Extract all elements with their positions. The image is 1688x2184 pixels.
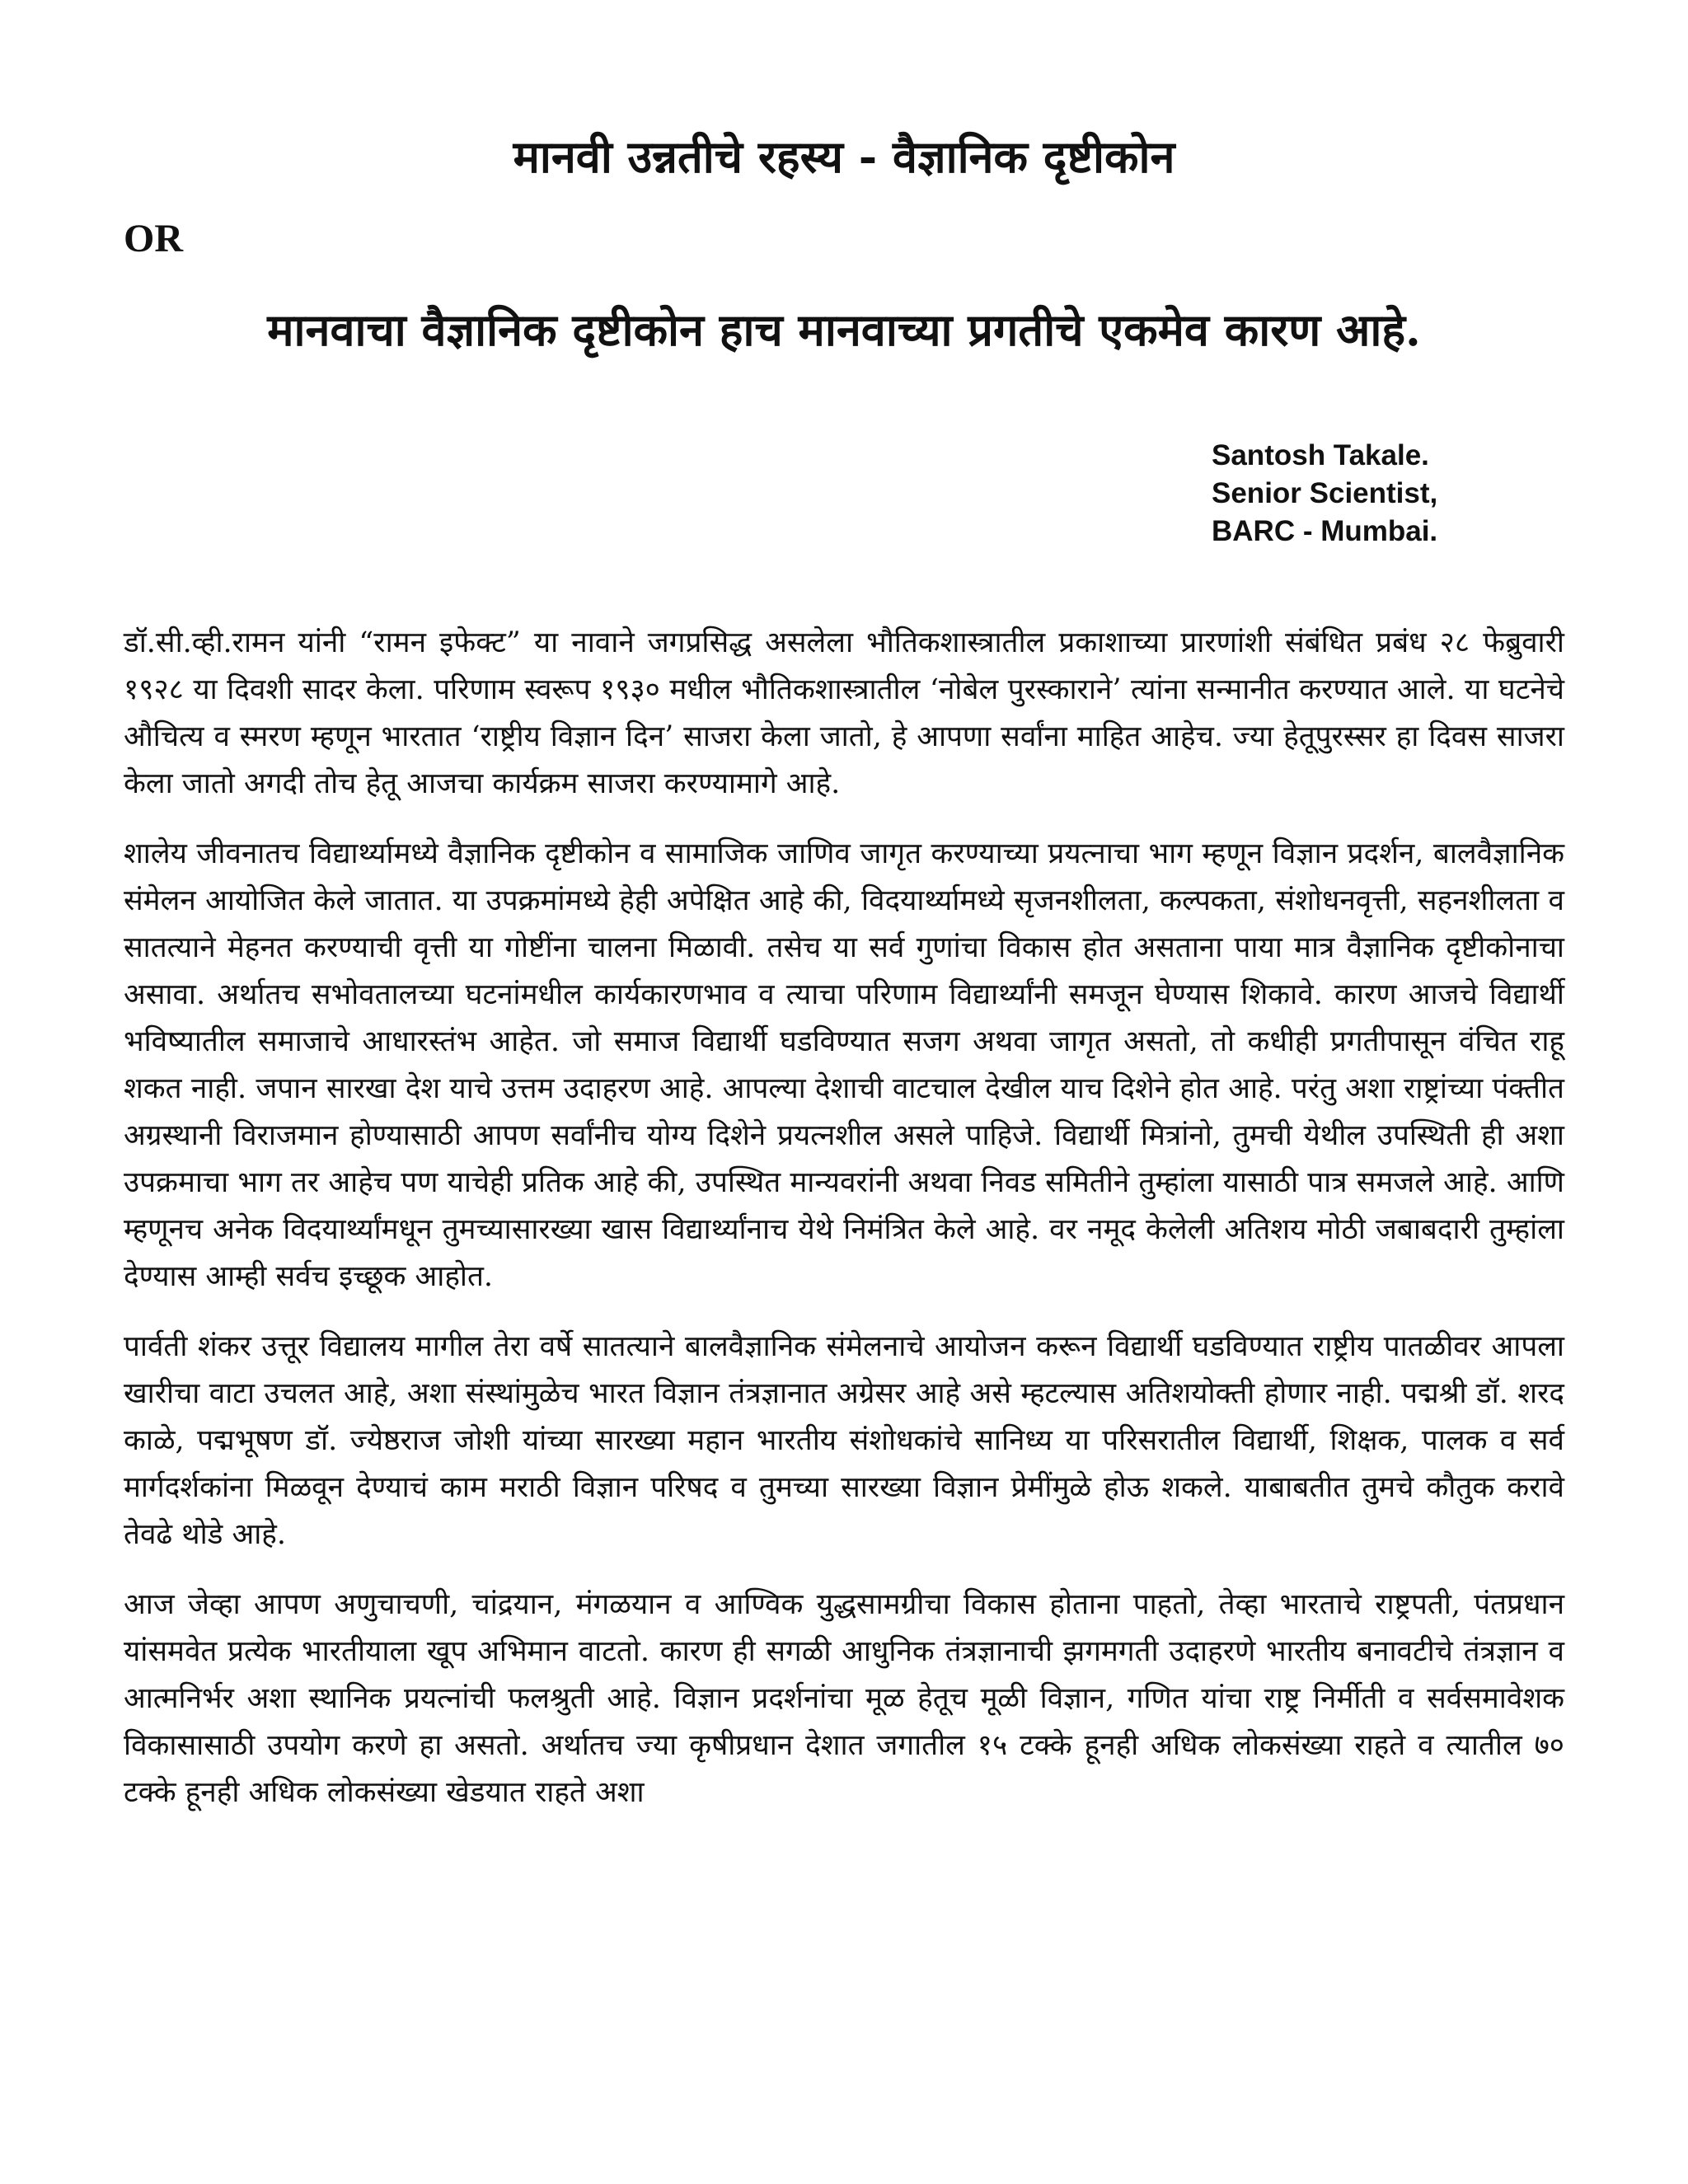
author-organization: BARC - Mumbai. — [1212, 515, 1438, 547]
document-subtitle: मानवाचा वैज्ञानिक दृष्टीकोन हाच मानवाच्या प्रगतीचे एकमेव कारण आहे. — [267, 303, 1421, 356]
body-text — [124, 620, 1564, 1840]
paragraph-3: पार्वती शंकर उत्तूर विद्यालय मागील तेरा वर्षे सातत्याने बालवैज्ञानिक संमेलनाचे आयोजन करून विद्यार्थी घडविण्यात राष्ट्रीय पातळीवर आपला खारीचा वाटा उचलत आहे, अशा संस्थांमुळेच भारत विज्ञान तंत्रज्ञानात अग्रेसर आहे असे म्हटल्यास अतिशयोक्ती होणार नाही. पद्मश्री डॉ. शरद काळे, पद्मभूषण डॉ. ज्येष्ठराज जोशी यांच्या सारख्या महान भारतीय संशोधकांचे सानिध्य या परिसरातील विद्यार्थी, शिक्षक, पालक व सर्व मार्गदर्शकांना मिळवून देण्याचं काम मराठी विज्ञान परिषद व तुमच्या सारख्या विज्ञान प्रेमींमुळे होऊ शकले. याबाबतीत तुमचे कौतुक करावे तेवढे थोडे आहे. — [124, 1330, 1564, 1551]
author-name: Santosh Takale. — [1212, 439, 1429, 471]
document-title: मानवी उन्नतीचे रहस्य - वैज्ञानिक दृष्टीकोन — [513, 130, 1175, 183]
author-designation: Senior Scientist, — [1212, 477, 1438, 509]
paragraph-2: शालेय जीवनातच विद्यार्थ्यामध्ये वैज्ञानिक दृष्टीकोन व सामाजिक जाणिव जागृत करण्याच्या प्रयत्नाचा भाग म्हणून विज्ञान प्रदर्शन, बालवैज्ञानिक संमेलन आयोजित केले जातात. या उपक्रमांमध्ये हेही अपेक्षित आहे की, विदयार्थ्यामध्ये सृजनशीलता, कल्पकता, संशोधनवृत्ती, सहनशीलता व सातत्याने मेहनत करण्याची वृत्ती या गोष्टींना चालना मिळावी. तसेच या सर्व गुणांचा विकास होत असताना पाया मात्र वैज्ञानिक दृष्टीकोनाचा असावा. अर्थातच सभोवतालच्या घटनांमधील कार्यकारणभाव व त्याचा परिणाम विद्यार्थ्यांनी समजून घेण्यास शिकावे. कारण आजचे विद्यार्थी भविष्यातील समाजाचे आधारस्तंभ आहेत. जो समाज विद्यार्थी घडविण्यात सजग अथवा जागृत असतो, तो कधीही प्रगतीपासून वंचित राहू शकत नाही. जपान सारखा देश याचे उत्तम उदाहरण आहे. आपल्या देशाची वाटचाल देखील याच दिशेने होत आहे. परंतु अशा राष्ट्रांच्या पंक्तीत अग्रस्थानी विराजमान होण्यासाठी आपण सर्वांनीच योग्य दिशेने प्रयत्नशील असले पाहिजे. विद्यार्थी मित्रांनो, तुमची येथील उपस्थिती ही अशा उपक्रमाचा भाग तर आहेच पण याचेही प्रतिक आहे की, उपस्थित मान्यवरांनी अथवा निवड समितीने तुम्हांला यासाठी पात्र समजले आहे. आणि म्हणूनच अनेक विदयार्थ्यांमधून तुमच्यासारख्या खास विद्यार्थ्यांनाच येथे निमंत्रित केले आहे. वर नमूद केलेली अतिशय मोठी जबाबदारी तुम्हांला देण्यास आम्ही सर्वच इच्छूक आहोत. — [124, 837, 1564, 1293]
author-block — [1212, 437, 1437, 551]
or-separator: OR — [124, 217, 183, 260]
paragraph-1: डॉ.सी.व्ही.रामन यांनी “रामन इफेक्ट” या नावाने जगप्रसिद्ध असलेला भौतिकशास्त्रातील प्रकाशाच्या प्रारणांशी संबंधित प्रबंध २८ फेब्रुवारी १९२८ या दिवशी सादर केला. परिणाम स्वरूप १९३० मधील भौतिकशास्त्रातील ‘नोबेल पुरस्काराने’ त्यांना सन्मानीत करण्यात आले. या घटनेचे औचित्य व स्मरण म्हणून भारतात ‘राष्ट्रीय विज्ञान दिन’ साजरा केला जातो, हे आपणा सर्वांना माहित आहेच. ज्या हेतूपुरस्सर हा दिवस साजरा केला जातो अगदी तोच हेतू आजचा कार्यक्रम साजरा करण्यामागे आहे. — [124, 626, 1564, 800]
paragraph-4: आज जेव्हा आपण अणुचाचणी, चांद्रयान, मंगळयान व आण्विक युद्धसामग्रीचा विकास होताना पाहतो, तेव्हा भारताचे राष्ट्रपती, पंतप्रधान यांसमवेत प्रत्येक भारतीयाला खूप अभिमान वाटतो. कारण ही सगळी आधुनिक तंत्रज्ञानाची झगमगती उदाहरणे भारतीय बनावटीचे तंत्रज्ञान व आत्मनिर्भर अशा स्थानिक प्रयत्नांची फलश्रुती आहे. विज्ञान प्रदर्शनांचा मूळ हेतूच मूळी विज्ञान, गणित यांचा राष्ट्र निर्मीती व सर्वसमावेशक विकासासाठी उपयोग करणे हा असतो. अर्थातच ज्या कृषीप्रधान देशात जगातील १५ टक्के हूनही अधिक लोकसंख्या राहते व त्यातील ७० टक्के हूनही अधिक लोकसंख्या खेडयात राहते अशा — [124, 1588, 1564, 1809]
